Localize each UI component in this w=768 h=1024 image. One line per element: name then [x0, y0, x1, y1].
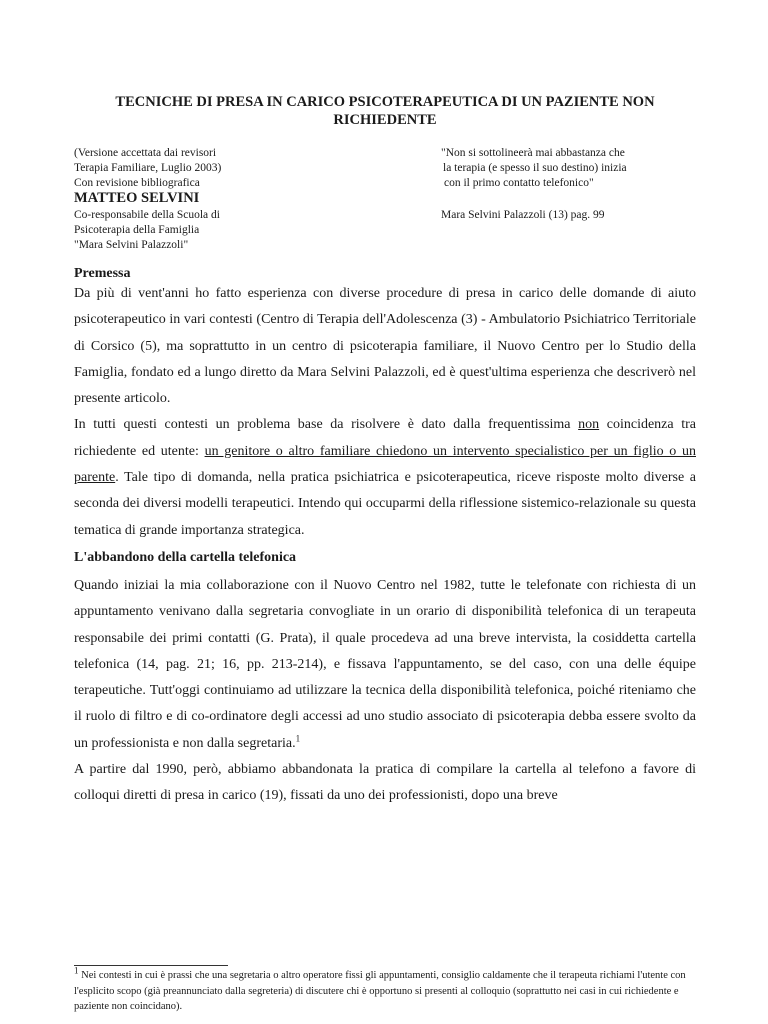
text-run: Quando iniziai la mia collaborazione con il Nuovo Centro nel 1982, tutte le telefonate con richiesta di un appuntamento venivano dalla segretaria convogliate in un orario di disponibilità telefonica di un terapeuta responsabile dei primi contatti (G. Prata), il quale procedeva ad una breve intervista, la cosiddetta cartella telefonica (14, pag. 21; 16, pp. 213-214), e fissava l'appuntamento, se del caso, con una delle équipe terapeutiche. Tutt'oggi continuiamo ad utilizzare la tecnica della disponibilità telefonica, poiché riteniamo che il ruolo di filtro e di co-ordinatore degli accessi ad uno studio associato di psicoterapia debba essere svolto da un professionista e non dalla segretaria.	[74, 578, 696, 751]
affiliation-line-3: "Mara Selvini Palazzoli"	[74, 239, 189, 251]
document-title	[80, 93, 690, 129]
paragraph: A partire dal 1990, però, abbiamo abbandonata la pratica di compilare la cartella al telefono a favore di colloqui diretti di presa in carico (19), fissati da uno dei professionisti, dopo una breve	[74, 762, 696, 804]
text-run: In tutti questi contesti un problema base da risolvere è dato dalla frequentissima	[74, 417, 579, 433]
section-heading-cartella: L'abbandono della cartella telefonica	[74, 550, 297, 565]
title-line-2: RICHIEDENTE	[333, 112, 437, 128]
footnote-text: Nei contesti in cui è prassi che una segretaria o altro operatore fissi gli appuntamenti, consiglio caldamente che il terapeuta richiami l'utente con l'esplicito scopo (già preannunciato dalla segreteria) di discutere chi è opportuno si presenti al colloquio (soprattutto nei casi in cui richiedente e paziente non coincidano).	[74, 970, 686, 1012]
title-line-1: TECNICHE DI PRESA IN CARICO PSICOTERAPEUTICA DI UN PAZIENTE NON	[115, 94, 655, 110]
section-body-premessa	[74, 281, 696, 544]
author-name: MATTEO SELVINI	[74, 190, 200, 206]
footnote-marker: 1	[74, 965, 79, 976]
author-affiliation	[74, 208, 220, 253]
footnote	[74, 965, 696, 1015]
affiliation-line-1: Co-responsabile della Scuola di	[74, 209, 220, 221]
text-run: coincidenza tra richiedente ed utente:	[74, 417, 696, 459]
version-note-line-1: (Versione accettata dai revisori	[74, 147, 217, 159]
text-run: . Tale tipo di domanda, nella pratica psichiatrica e psicoterapeutica, riceve risposte molto diverse a seconda dei diversi modelli terapeutici. Intendo qui occuparmi della riflessione sistemico-relazionale su questa tematica di grande importanza strategica.	[74, 470, 696, 538]
epigraph-line-2: la terapia (e spesso il suo destino) inizia	[443, 162, 627, 174]
version-note	[74, 146, 221, 191]
paragraph	[74, 573, 696, 757]
epigraph-attribution: Mara Selvini Palazzoli (13) pag. 99	[441, 209, 605, 221]
paragraph	[74, 412, 696, 543]
underlined-text: un genitore o altro familiare chiedono un intervento specialistico per un figlio o un parente	[74, 443, 696, 486]
affiliation-line-2: Psicoterapia della Famiglia	[74, 224, 200, 236]
section-heading-premessa: Premessa	[74, 266, 131, 281]
underlined-text: non	[578, 417, 600, 433]
epigraph-line-3: con il primo contatto telefonico"	[444, 177, 594, 189]
epigraph-quote	[441, 146, 627, 191]
version-note-line-2: Terapia Familiare, Luglio 2003)	[74, 162, 222, 174]
paragraph: Da più di vent'anni ho fatto esperienza con diverse procedure di presa in carico delle domande di aiuto psicoterapeutico in vari contesti (Centro di Terapia dell'Adolescenza (3) - Ambulatorio Psichiatrico Territoriale di Corsico (5), ma soprattutto in un centro di psicoterapia familiare, il Nuovo Centro per lo Studio della Famiglia, fondato ed a lungo diretto da Mara Selvini Palazzoli, ed è quest'ultima esperienza che descriverò nel presente articolo.	[74, 286, 696, 407]
footnote-divider	[74, 965, 228, 966]
epigraph-line-1: "Non si sottolineerà mai abbastanza che	[441, 147, 625, 159]
version-note-line-3: Con revisione bibliografica	[74, 177, 200, 189]
footnote-reference[interactable]: 1	[295, 733, 301, 744]
section-body-cartella	[74, 573, 696, 810]
